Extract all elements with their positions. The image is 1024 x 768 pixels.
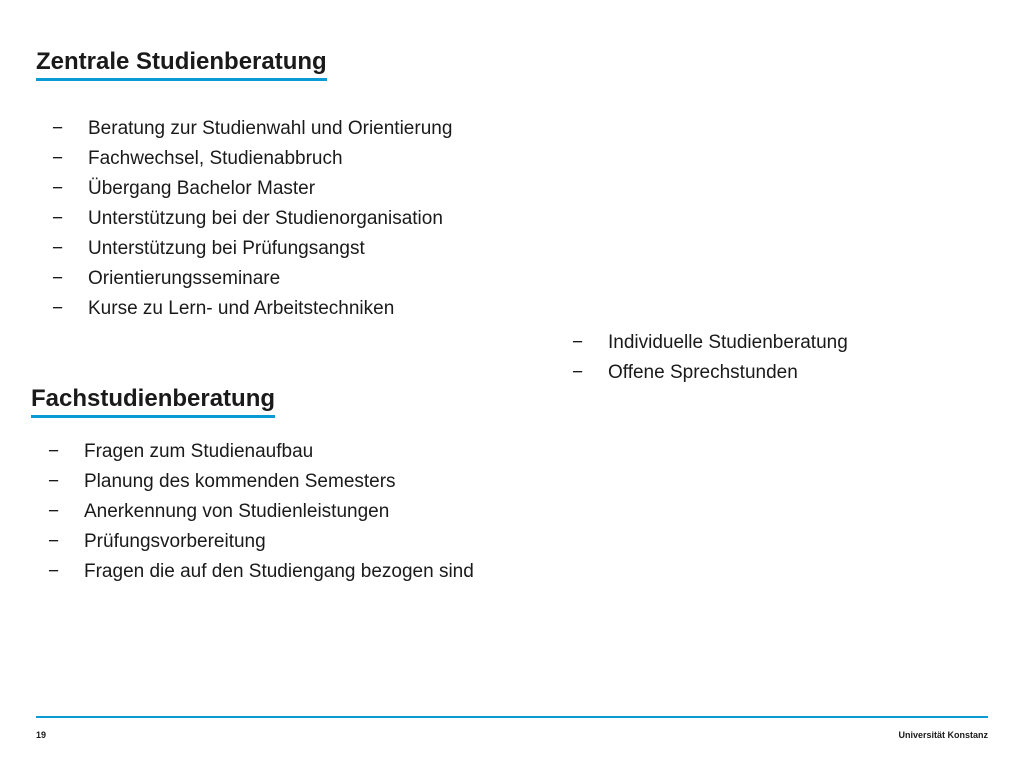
list-item-text: Fragen die auf den Studiengang bezogen sind xyxy=(84,561,474,582)
dash-bullet: − xyxy=(52,268,64,289)
dash-bullet: − xyxy=(48,501,60,522)
list-item-text: Orientierungsseminare xyxy=(88,268,281,289)
list-item-text: Fachwechsel, Studienabbruch xyxy=(88,148,343,169)
dash-bullet: − xyxy=(48,561,60,582)
dash-bullet: − xyxy=(52,238,64,259)
list-item-text: Übergang Bachelor Master xyxy=(88,178,316,199)
zentrale-studienberatung-heading-text: Zentrale Studienberatung xyxy=(36,48,327,75)
list-item-text: Planung des kommenden Semesters xyxy=(84,471,396,492)
list-item-text: Fragen zum Studienaufbau xyxy=(84,441,314,462)
dash-bullet: − xyxy=(48,471,60,492)
list-item-text: Kurse zu Lern- und Arbeitstechniken xyxy=(88,298,395,319)
list-item-text: Individuelle Studienberatung xyxy=(608,332,848,353)
fachstudienberatung-heading-text: Fachstudienberatung xyxy=(31,385,276,412)
dash-bullet: − xyxy=(48,441,60,462)
heading-underline xyxy=(31,415,275,418)
list-item-text: Unterstützung bei der Studienorganisation xyxy=(88,208,443,229)
list-item-text: Beratung zur Studienwahl und Orientierung xyxy=(88,118,453,139)
dash-bullet: − xyxy=(52,148,64,169)
footer-divider xyxy=(36,716,988,718)
list-item-text: Prüfungsvorbereitung xyxy=(84,531,266,552)
page-number: 19 xyxy=(36,730,47,740)
dash-bullet: − xyxy=(572,362,584,383)
fachstudienberatung-heading xyxy=(31,385,275,413)
dash-bullet: − xyxy=(52,178,64,199)
institution-name: Universität Konstanz xyxy=(898,730,988,740)
dash-bullet: − xyxy=(52,208,64,229)
dash-bullet: − xyxy=(52,298,64,319)
list-item-text: Unterstützung bei Prüfungsangst xyxy=(88,238,365,259)
dash-bullet: − xyxy=(52,118,64,139)
zentrale-studienberatung-heading xyxy=(36,48,327,76)
heading-underline xyxy=(36,78,327,81)
dash-bullet: − xyxy=(48,531,60,552)
dash-bullet: − xyxy=(572,332,584,353)
list-item-text: Offene Sprechstunden xyxy=(608,362,798,383)
list-item-text: Anerkennung von Studienleistungen xyxy=(84,501,390,522)
